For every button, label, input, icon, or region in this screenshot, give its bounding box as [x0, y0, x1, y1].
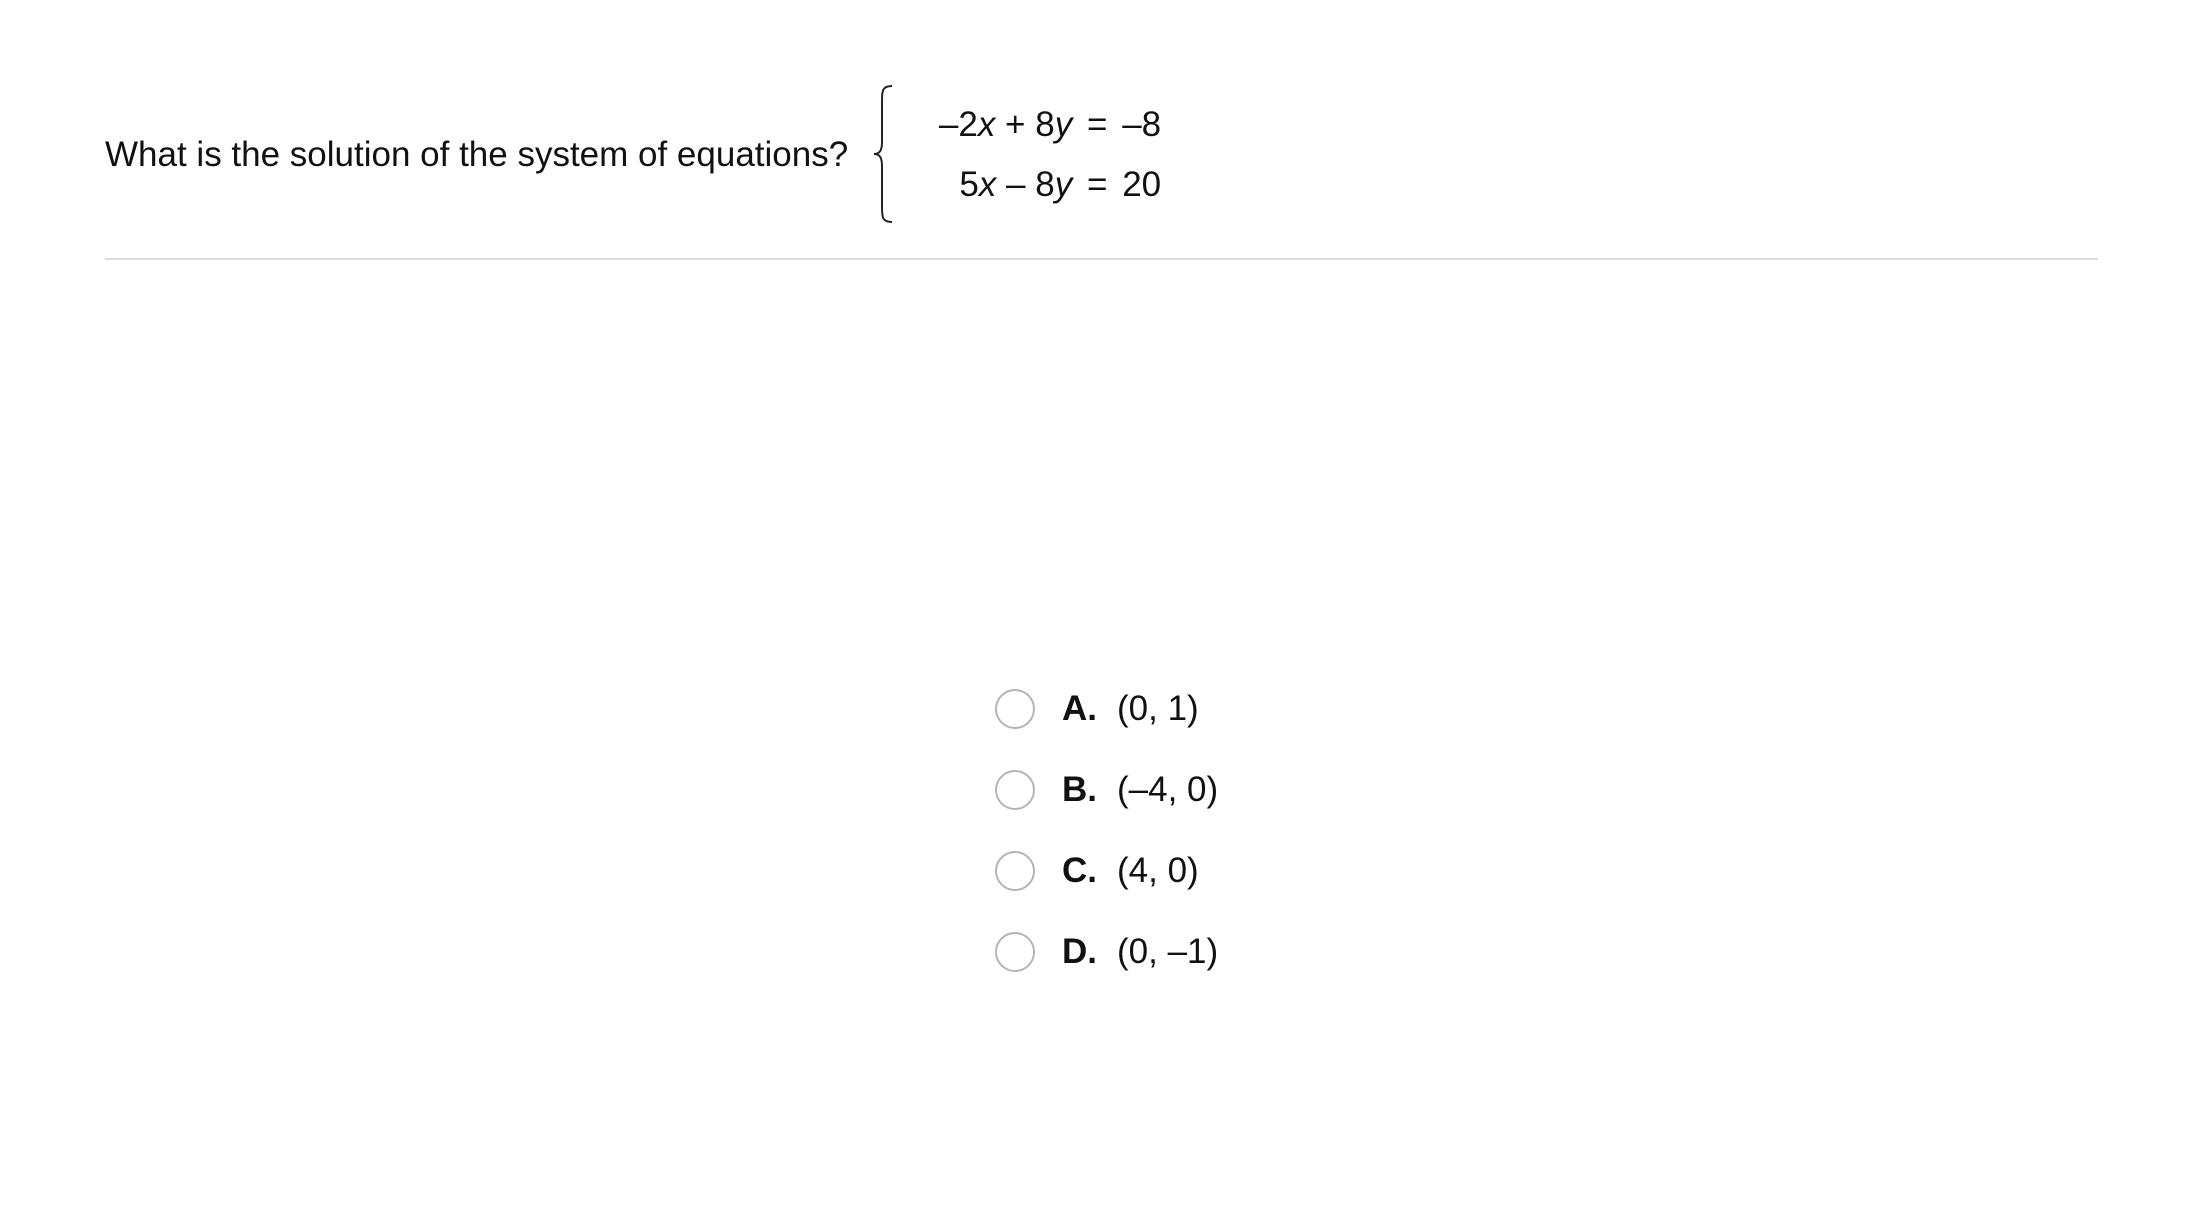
- choice-text: (0, –1): [1117, 931, 1219, 971]
- choice-b[interactable]: [995, 749, 1218, 830]
- equation-system: [872, 84, 1172, 224]
- equation-row: [904, 107, 1161, 142]
- left-brace-icon: [872, 84, 896, 224]
- choice-text: (–4, 0): [1117, 769, 1219, 809]
- question: [105, 84, 1172, 224]
- choice-letter: B.: [1062, 769, 1097, 809]
- equation-right: –8: [1122, 105, 1162, 144]
- radio-button-icon[interactable]: [995, 689, 1035, 729]
- equals-sign: =: [1086, 165, 1108, 204]
- question-prompt: What is the solution of the system of equations?: [105, 134, 849, 174]
- choice-text: (4, 0): [1117, 850, 1199, 890]
- equation-row: [904, 167, 1161, 202]
- divider: [105, 258, 2098, 260]
- choice-d[interactable]: [995, 911, 1218, 992]
- radio-button-icon[interactable]: [995, 770, 1035, 810]
- answer-choices: [995, 668, 1218, 992]
- equation-right: 20: [1122, 165, 1162, 204]
- radio-button-icon[interactable]: [995, 851, 1035, 891]
- equation-left: –2x + 8y: [938, 105, 1073, 144]
- choice-a[interactable]: [995, 668, 1218, 749]
- equals-sign: =: [1086, 105, 1108, 144]
- choice-letter: D.: [1062, 931, 1097, 971]
- choice-letter: C.: [1062, 850, 1097, 890]
- equation-left: 5x – 8y: [959, 165, 1073, 204]
- radio-button-icon[interactable]: [995, 932, 1035, 972]
- choice-letter: A.: [1062, 688, 1097, 728]
- choice-c[interactable]: [995, 830, 1218, 911]
- choice-text: (0, 1): [1117, 688, 1199, 728]
